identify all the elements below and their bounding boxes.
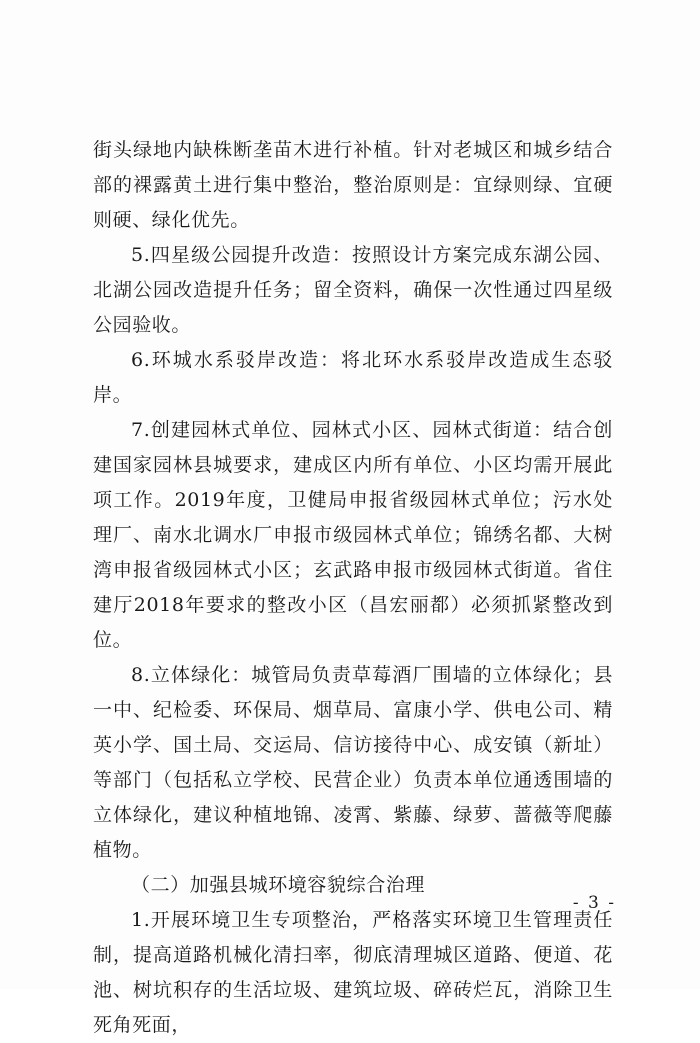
document-body	[93, 133, 613, 1043]
paragraph-2: 5.四星级公园提升改造：按照设计方案完成东湖公园、北湖公园改造提升任务；留全资料，确保一次性通过四星级公园验收。	[93, 244, 613, 336]
paragraph-3: 6.环城水系驳岸改造：将北环水系驳岸改造成生态驳岸。	[93, 349, 613, 406]
paragraph-6: 1.开展环境卫生专项整治，严格落实环境卫生管理责任制，提高道路机械化清扫率，彻底清理城区道路、便道、花池、树坑积存的生活垃圾、建筑垃圾、碎砖烂瓦，消除卫生死角死面，	[93, 909, 613, 1036]
page-number: - 3 -	[572, 893, 616, 913]
paragraph-5: 8.立体绿化：城管局负责草莓酒厂围墙的立体绿化；县一中、纪检委、环保局、烟草局、富康小学、供电公司、精英小学、国土局、交运局、信访接待中心、成安镇（新址）等部门（包括私立学校、民营企业）负责本单位通透围墙的立体绿化，建议种植地锦、凌霄、紫藤、绿萝、蔷薇等爬藤植物。	[93, 664, 613, 861]
paragraph-1: 街头绿地内缺株断垄苗木进行补植。针对老城区和城乡结合部的裸露黄土进行集中整治，整治原则是：宜绿则绿、宜硬则硬、绿化优先。	[93, 139, 613, 231]
section-heading: （二）加强县城环境容貌综合治理	[131, 874, 426, 896]
paragraph-4: 7.创建园林式单位、园林式小区、园林式街道：结合创建国家园林县城要求，建成区内所有单位、小区均需开展此项工作。2019年度，卫健局申报省级园林式单位；污水处理厂、南水北调水厂申报市级园林式单位；锦绣名都、大树湾申报省级园林式小区；玄武路申报市级园林式街道。省住建厅2018年要求的整改小区（昌宏丽都）必须抓紧整改到位。	[93, 419, 613, 651]
